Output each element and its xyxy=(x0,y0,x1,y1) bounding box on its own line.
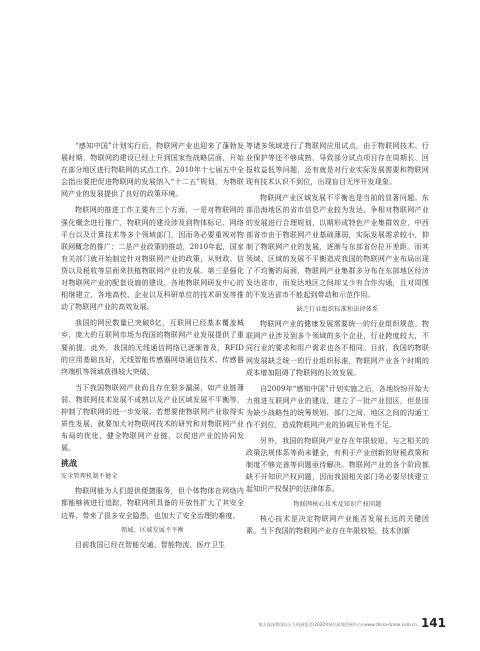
subheading: 领域、区域发展不平衡 xyxy=(120,526,184,534)
subheading: 安全管理机制不健全 xyxy=(61,473,118,481)
subheading: 缺乏行业组织标准和法律体系 xyxy=(296,306,379,314)
paragraph: “感知中国”计划实行后，物联网产业也迎来了蓬勃发展时期，物联网的建设已经上升到国家性战略层面，开始在部分地区进行物联网的试点工作。2010年十七届五中全会指出要把促进物联网的发展纳入“十二五”规划，为物联网产业的发展提供了良好的政策环境。 xyxy=(61,142,244,199)
paragraph: 等诸多领域进行了物联网应用试点，由于物联网技术、行业保护等还不够成熟，导致部分试点项目存在周期长、回报收益低等问题，还有就是对行业实际发展需要和物联网现有技术认识不到位，出现盲目无序开发现象。 xyxy=(246,142,429,187)
page-footer xyxy=(256,615,446,629)
paragraph: 核心技术是决定物联网产业能否发展长远的关键因素。当下我国的物联网产业存在年限较短，技术创新 xyxy=(246,514,429,535)
paragraph: 物联网能为人们提供便捷服务，但个体物体在网络内都能够被进行追踪，物联网所具备的开放性扩大了其安全边界，带来了很多安全隐患，也加大了安全治理的难度。 xyxy=(61,487,244,520)
paragraph: 另外，我国的物联网产业存在年限较短，与之相关的政策法规体系等尚未健全，有利于产业创新的财税政策和制度不够完善等问题亟待解决。物联网产业的各个阶段都缺不开知识产权问题，因而我国相关部门务必要尽快建立起知识产权保护的法律体系。 xyxy=(246,437,429,494)
page-number: 141 xyxy=(420,616,446,630)
paragraph: 物联网产业区域发展不平衡也是当前的显著问题。东部沿海地区的省市信息产业较为发达，争相对物联网产业的发展进行合理规划，以期形成特色产业集群效应，中西部省市由于物联网产业基础薄弱，实际发展需求较小，抑制了物联网产业的发展，逐渐与东部省份拉开差距。而其领域、区域的发展不平衡造成我国的物联网产业布局出现了不均衡的局面，物联网产业集群多分布在东部地区经济发达省市，而发达地区之间却又少有合作沟通，且对周围的不发达省市不能起到带动和示范作用。 xyxy=(246,194,429,300)
left-column xyxy=(61,140,244,555)
paragraph: 目前我国已经在智能交通、智能物流、医疗卫生 xyxy=(75,540,226,549)
subheading: 物联网核心技术及知识产权问题 xyxy=(293,500,382,508)
right-column xyxy=(246,140,429,541)
paragraph: 我国的网民数量已突破8亿，互联网已经基本覆盖城乡，庞大的互联网市场为我国的物联网产业发展提供了重要前提。此外，我国的无线通信网络已逐渐普及，RFID的应用基础良好，无线智能传感器网络通信技术、传感器终端机等领域获得较大突破。 xyxy=(61,319,244,376)
paragraph: 当下我国物联网产业尚且存在很多漏洞，如产业链薄弱、物联网技术发展不成熟以及产业区域发展不平衡等，抑制了物联网的进一步发展。若想要使物联网产业取得实质性发展，就要加大对物联网技术的研究和对物联网产业布局的优化，健全物联网产业链，以促进产业的协同发展。 xyxy=(61,383,244,453)
paragraph: 物联网的推进工作主要有三个方面，一是对物联网的强化概念进行推广，物联网的建设涉及到物体标记、网络平台以及计算技术等多个领域部门，因而务必要重视对物联网概念的推广；二是产业政策的推动，2010年起，国家有关部门就开始制定针对物联网产业的政策，从财政、信贷以及税收等层面来扶植物联网产业的发展。第三是强化对物联网产业的配套设施的建设，各地物联网研发中心的相继建立，各地高校、企业以及科研单位的技术研发等推动了物联网产业的高效发展。 xyxy=(61,206,244,312)
paragraph: 物联网产业的健康发展需要统一的行业组织规范。物联网产业涉及到多个领域的多个企业，行业跨度较大，不同行业的要求和用户需求也各不相同。目前，我国的物联网发展缺乏统一的行业组织标准，物联网产业各个时期的成本增加阻碍了物联网的长效发展。 xyxy=(246,320,429,377)
section-title: 挑战 xyxy=(61,459,77,469)
paragraph: 自2009年“感知中国”计划实施之后，各地纷纷开始大力推进互联网产业的建设，建立了一批产业园区，但是因为缺少战略性的统筹规划，部门之间、地区之间的沟通工作不到位，造成物联网产业的协调互补性不足。 xyxy=(246,384,429,429)
footer-text: 第五届深圳国际无人机展览会(2020年8月深圳会展中心) www.china-drone.com.cn xyxy=(258,622,417,627)
